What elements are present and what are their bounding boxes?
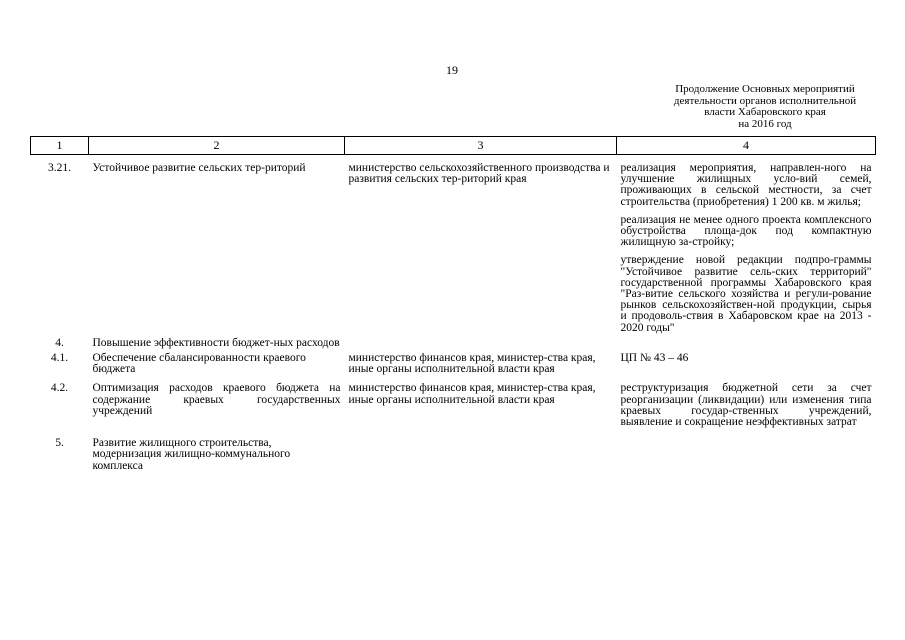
measure-name: Устойчивое развитие сельских тер-риторий <box>92 162 306 174</box>
column-header-3: 3 <box>345 137 617 155</box>
executor: министерство сельскохозяйственного производства и развития сельских тер-риторий края <box>348 162 610 186</box>
column-header-4: 4 <box>617 137 876 155</box>
measure-name: Оптимизация расходов краевого бюджета на содержание краевых государственных учреждений <box>92 382 341 417</box>
column-header-2: 2 <box>89 137 345 155</box>
header-row <box>31 137 876 155</box>
measures-table <box>30 136 876 472</box>
table-row <box>31 155 876 338</box>
executor: министерство финансов края, министер-ства края, иные органы исполнительной власти края <box>348 352 596 376</box>
continuation-line-3: власти Хабаровского края <box>704 106 826 118</box>
page-number: 19 <box>446 63 458 77</box>
table-row <box>31 438 876 472</box>
result-item: ЦП № 43 – 46 <box>620 352 689 365</box>
table-row <box>31 383 876 438</box>
continuation-line-2: деятельности органов исполнительной <box>673 94 857 107</box>
executor <box>345 438 617 472</box>
row-number: 4.2. <box>50 382 69 395</box>
result-item: утверждение новой редакции подпро-граммы "Устойчивое развитие сель-ских территорий" государственной программы Хабаровского края "Раз-витие сельского хозяйства и регули-рование рынков сельскохозяйствен-ной продукции, сырья и продоволь-ствия в Хабаровском крае на 2013 - 2020 годы" <box>620 254 872 334</box>
row-number: 4. <box>55 336 64 349</box>
table-row <box>31 353 876 383</box>
table-row <box>31 338 876 353</box>
measure-name: Обеспечение сбалансированности краевого бюджета <box>92 352 306 376</box>
executor: министерство финансов края, министер-ства края, иные органы исполнительной власти края <box>348 382 596 406</box>
row-number: 3.21. <box>48 162 71 174</box>
result-item: реструктуризация бюджетной сети за счет реорганизации (ликвидации) или изменения типа краевых государ-ственных учреждений, выявление и сокращение неэффективных затрат <box>620 382 872 429</box>
row-number: 5. <box>55 437 64 450</box>
continuation-line-4: на 2016 год <box>738 117 792 130</box>
row-number: 4.1. <box>50 352 69 365</box>
continuation-heading <box>640 84 890 130</box>
continuation-line-1: Продолжение Основных мероприятий <box>675 83 855 95</box>
result-item: реализация мероприятия, направлен-ного на улучшение жилищных усло-вий семей, проживающих в сельской местности, за счет строительства (приобретения) 1 200 кв. м жилья; <box>620 162 872 208</box>
executor <box>345 338 617 353</box>
result-item: реализация не менее одного проекта комплексного обустройства площа-док под компактную жилищную за-стройку; <box>620 213 872 249</box>
measure-name: Повышение эффективности бюджет-ных расходов <box>92 336 340 349</box>
results-cell <box>617 383 876 438</box>
results-cell <box>617 338 876 353</box>
results-cell <box>617 353 876 383</box>
results-cell <box>617 155 876 338</box>
measure-name: Развитие жилищного строительства, модернизация жилищно-коммунального комплекса <box>92 437 291 472</box>
column-header-1: 1 <box>31 137 89 155</box>
results-cell <box>617 438 876 472</box>
